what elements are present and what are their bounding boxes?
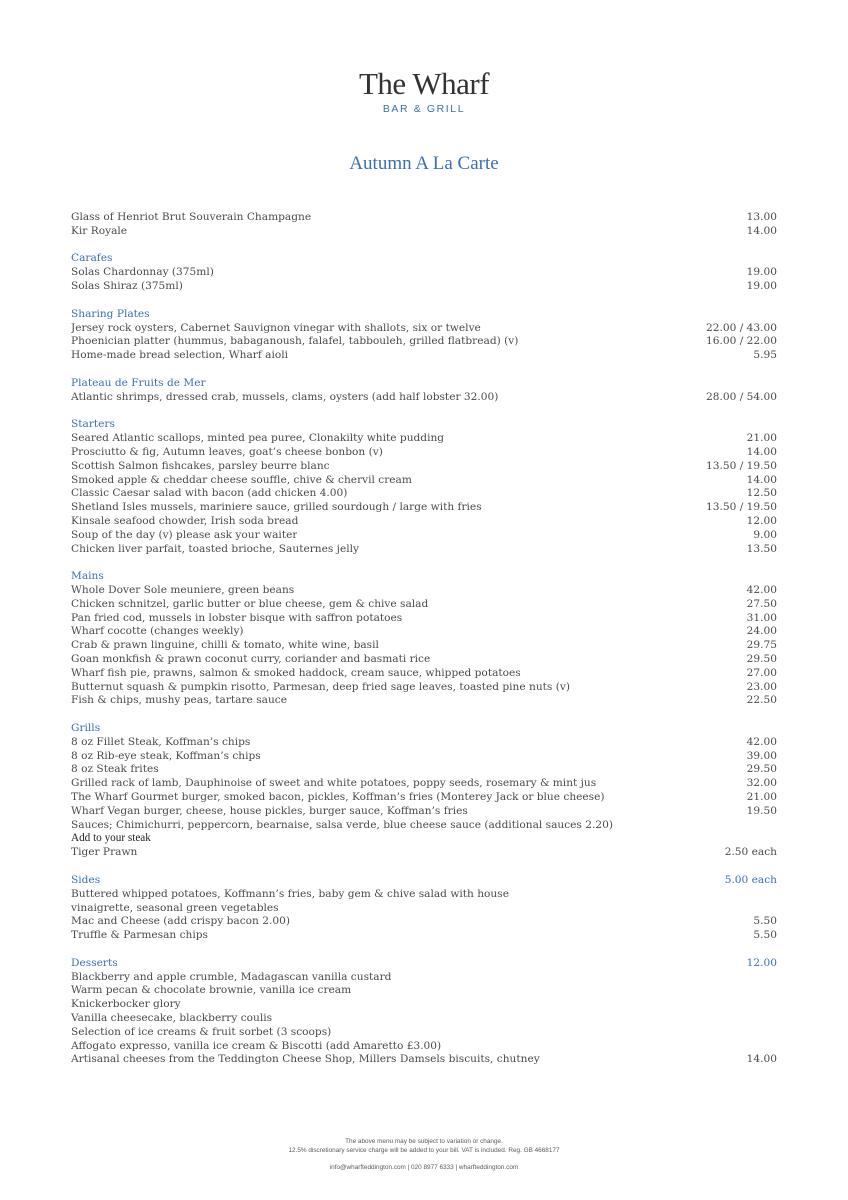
menu-item-name: Blackberry and apple crumble, Madagascan vanilla custard <box>71 970 392 983</box>
menu-item-name: Whole Dover Sole meuniere, green beans <box>71 583 295 596</box>
menu-item-name: Wharf Vegan burger, cheese, house pickles, burger sauce, Koffman’s fries <box>71 804 468 817</box>
menu-item-price: 24.00 <box>746 625 777 638</box>
menu-item-price: 13.50 / 19.50 <box>706 501 777 514</box>
menu-item-name: Buttered whipped potatoes, Koffmann’s fries, baby gem & chive salad with house vinaigrette, seasonal green vegetables <box>71 887 509 914</box>
menu-item <box>71 736 777 750</box>
section-heading-label: Grills <box>71 722 101 735</box>
menu-section <box>71 418 777 556</box>
menu-item-name: Seared Atlantic scallops, minted pea puree, Clonakilty white pudding <box>71 432 445 445</box>
restaurant-logo <box>0 66 848 116</box>
menu-item-name: 8 oz Fillet Steak, Koffman’s chips <box>71 735 251 748</box>
section-heading <box>71 418 777 432</box>
menu-item <box>71 929 777 943</box>
menu-item <box>71 971 777 985</box>
menu-item-price: 19.50 <box>746 804 777 817</box>
menu-item-price: 14.00 <box>746 473 777 486</box>
menu-item-price: 9.00 <box>753 528 777 541</box>
section-heading <box>71 957 777 971</box>
menu-section <box>71 722 777 860</box>
menu-item-price: 12.00 <box>746 514 777 527</box>
menu-item <box>71 819 777 833</box>
menu-item-name: Chicken schnitzel, garlic butter or blue cheese, gem & chive salad <box>71 597 429 610</box>
menu-item-name: Atlantic shrimps, dressed crab, mussels, clams, oysters (add half lobster 32.00) <box>71 390 499 403</box>
menu-item-name: Chicken liver parfait, toasted brioche, Sauternes jelly <box>71 542 360 555</box>
menu-item-price: 19.00 <box>746 266 777 279</box>
menu-item-price: 29.50 <box>746 652 777 665</box>
menu-item-name: Prosciutto & fig, Autumn leaves, goat’s cheese bonbon (v) <box>71 445 383 458</box>
menu-item <box>71 349 777 363</box>
menu-item <box>71 805 777 819</box>
menu-item-price: 13.50 / 19.50 <box>706 459 777 472</box>
menu-item <box>71 653 777 667</box>
menu-item-name: Sauces; Chimichurri, peppercorn, bearnaise, salsa verde, blue cheese sauce (additional sauces 2.20) <box>71 818 613 831</box>
menu-item <box>71 750 777 764</box>
menu-item-price: 31.00 <box>746 611 777 624</box>
section-heading-label: Starters <box>71 418 115 431</box>
menu-item-price: 42.00 <box>746 583 777 596</box>
menu-item <box>71 1026 777 1040</box>
menu-item-price: 13.50 <box>746 542 777 555</box>
menu-item-name: Kinsale seafood chowder, Irish soda bread <box>71 514 299 527</box>
menu-section <box>71 211 777 239</box>
menu-item <box>71 432 777 446</box>
logo-name: The Wharf <box>358 66 490 101</box>
menu-item-name: Scottish Salmon fishcakes, parsley beurre blanc <box>71 459 330 472</box>
menu-item-name: 8 oz Rib-eye steak, Koffman’s chips <box>71 749 261 762</box>
menu-item <box>71 639 777 653</box>
menu-item-price: 23.00 <box>746 680 777 693</box>
menu-item-price: 42.00 <box>746 735 777 748</box>
menu-item-price: 29.75 <box>746 639 777 652</box>
menu-item-price: 21.00 <box>746 791 777 804</box>
menu-item <box>71 391 777 405</box>
menu-item <box>71 777 777 791</box>
menu-item-name: Grilled rack of lamb, Dauphinoise of sweet and white potatoes, poppy seeds, rosemary & mint jus <box>71 777 597 790</box>
menu-item-name: Knickerbocker glory <box>71 998 181 1011</box>
menu-item-name: Goan monkfish & prawn coconut curry, coriander and basmati rice <box>71 652 431 665</box>
menu-item <box>71 543 777 557</box>
menu-item-name: Mac and Cheese (add crispy bacon 2.00) <box>71 915 290 928</box>
section-heading-label: Carafes <box>71 252 113 265</box>
menu-item <box>71 487 777 501</box>
menu-item-name: Jersey rock oysters, Cabernet Sauvignon vinegar with shallots, six or twelve <box>71 321 481 334</box>
menu-list <box>71 211 777 1081</box>
menu-title: Autumn A La Carte <box>349 153 499 174</box>
menu-item-price: 27.00 <box>746 666 777 679</box>
menu-item-name: Classic Caesar salad with bacon (add chicken 4.00) <box>71 487 348 500</box>
menu-item <box>71 1012 777 1026</box>
menu-item <box>71 211 777 225</box>
section-heading-label: Sharing Plates <box>71 307 150 320</box>
menu-item-price: 22.00 / 43.00 <box>706 321 777 334</box>
menu-item-price: 19.00 <box>746 280 777 293</box>
menu-item-name: Glass of Henriot Brut Souverain Champagne <box>71 211 312 223</box>
section-heading-label: Sides <box>71 873 101 886</box>
menu-item-name: Phoenician platter (hummus, babaganoush, falafel, tabbouleh, grilled flatbread) (v) <box>71 335 519 348</box>
menu-section <box>71 570 777 708</box>
menu-item <box>71 335 777 349</box>
menu-item <box>71 515 777 529</box>
menu-item-name: Kir Royale <box>71 224 128 237</box>
menu-item-name: Smoked apple & cheddar cheese souffle, chive & chervil cream <box>71 473 412 486</box>
footer <box>0 1137 848 1172</box>
section-heading <box>71 377 777 391</box>
menu-item-name: Warm pecan & chocolate brownie, vanilla ice cream <box>71 984 352 997</box>
menu-item <box>71 501 777 515</box>
menu-item <box>71 1053 777 1067</box>
menu-item-price: 14.00 <box>746 1053 777 1066</box>
menu-section <box>71 252 777 293</box>
menu-item-name: Shetland Isles mussels, mariniere sauce, grilled sourdough / large with fries <box>71 501 482 514</box>
menu-section <box>71 874 777 943</box>
menu-item-name: Affogato expresso, vanilla ice cream & Biscotti (add Amaretto £3.00) <box>71 1039 442 1052</box>
menu-item-price: 39.00 <box>746 749 777 762</box>
menu-item-price: 22.50 <box>746 694 777 707</box>
section-heading <box>71 874 777 888</box>
menu-item <box>71 584 777 598</box>
menu-item-name: Fish & chips, mushy peas, tartare sauce <box>71 694 287 707</box>
menu-item-price: 21.00 <box>746 432 777 445</box>
footer-contact: info@wharfteddington.com | 020 8977 6333 | wharfteddington.com <box>329 1164 519 1171</box>
menu-item-name: Selection of ice creams & fruit sorbet (3 scoops) <box>71 1025 332 1038</box>
footer-disclaimer: The above menu may be subject to variation or change. <box>345 1138 503 1145</box>
menu-item-name: Solas Chardonnay (375ml) <box>71 266 214 279</box>
logo-subtitle: BAR & GRILL <box>382 103 466 115</box>
menu-item <box>71 888 777 916</box>
menu-item-price: 16.00 / 22.00 <box>706 335 777 348</box>
section-heading <box>71 722 777 736</box>
section-price: 5.00 each <box>724 873 777 886</box>
menu-section <box>71 308 777 363</box>
section-heading-label: Desserts <box>71 956 118 969</box>
menu-item-name: Vanilla cheesecake, blackberry coulis <box>71 1011 273 1024</box>
section-heading <box>71 252 777 266</box>
menu-item <box>71 667 777 681</box>
menu-item <box>71 681 777 695</box>
menu-item-price: 13.00 <box>746 211 777 223</box>
menu-item <box>71 446 777 460</box>
menu-item <box>71 915 777 929</box>
menu-item <box>71 984 777 998</box>
menu-item <box>71 846 777 860</box>
menu-section <box>71 377 777 405</box>
menu-item-name: 8 oz Steak frites <box>71 763 159 776</box>
menu-item-price: 14.00 <box>746 224 777 237</box>
menu-item-price: 5.50 <box>753 915 777 928</box>
menu-item <box>71 225 777 239</box>
menu-item-price: 29.50 <box>746 763 777 776</box>
menu-item-name: Wharf cocotte (changes weekly) <box>71 625 244 638</box>
section-price: 12.00 <box>746 956 777 969</box>
section-heading <box>71 570 777 584</box>
menu-item <box>71 791 777 805</box>
menu-item-name: Soup of the day (v) please ask your waiter <box>71 528 298 541</box>
menu-item <box>71 763 777 777</box>
menu-item-name: Tiger Prawn <box>71 846 138 859</box>
menu-item-price: 2.50 each <box>724 846 777 859</box>
menu-item-price: 5.50 <box>753 929 777 942</box>
menu-item-name: Pan fried cod, mussels in lobster bisque with saffron potatoes <box>71 611 403 624</box>
menu-item-price: 12.50 <box>746 487 777 500</box>
menu-item-name: Add to your steak <box>71 832 151 845</box>
menu-section <box>71 957 777 1067</box>
menu-item-name: Artisanal cheeses from the Teddington Cheese Shop, Millers Damsels biscuits, chutney <box>71 1053 540 1066</box>
menu-item-name: Wharf fish pie, prawns, salmon & smoked haddock, cream sauce, whipped potatoes <box>71 666 521 679</box>
menu-item <box>71 474 777 488</box>
menu-item-price: 32.00 <box>746 777 777 790</box>
menu-item-price: 14.00 <box>746 445 777 458</box>
menu-item <box>71 322 777 336</box>
footer-service-charge: 12.5% discretionary service charge will be added to your bill. VAT is included. Reg. GB 4668177 <box>288 1147 560 1154</box>
menu-item <box>71 625 777 639</box>
section-heading-label: Mains <box>71 570 104 583</box>
menu-item-name: Home-made bread selection, Wharf aioli <box>71 349 288 362</box>
menu-item <box>71 460 777 474</box>
menu-item <box>71 529 777 543</box>
menu-item <box>71 266 777 280</box>
section-heading <box>71 308 777 322</box>
menu-item <box>71 1040 777 1054</box>
menu-item <box>71 694 777 708</box>
menu-item <box>71 998 777 1012</box>
menu-item <box>71 832 777 846</box>
menu-item-name: Crab & prawn linguine, chilli & tomato, white wine, basil <box>71 639 379 652</box>
menu-item <box>71 598 777 612</box>
menu-item <box>71 280 777 294</box>
menu-item-name: Butternut squash & pumpkin risotto, Parmesan, deep fried sage leaves, toasted pine nuts (v) <box>71 680 570 693</box>
menu-item-name: The Wharf Gourmet burger, smoked bacon, pickles, Koffman’s fries (Monterey Jack or blue cheese) <box>71 791 605 804</box>
menu-item-price: 28.00 / 54.00 <box>706 390 777 403</box>
menu-item-name: Truffle & Parmesan chips <box>71 929 208 942</box>
menu-item-price: 5.95 <box>753 349 777 362</box>
menu-item-price: 27.50 <box>746 597 777 610</box>
menu-item <box>71 612 777 626</box>
menu-item-name: Solas Shiraz (375ml) <box>71 280 183 293</box>
section-heading-label: Plateau de Fruits de Mer <box>71 376 206 389</box>
